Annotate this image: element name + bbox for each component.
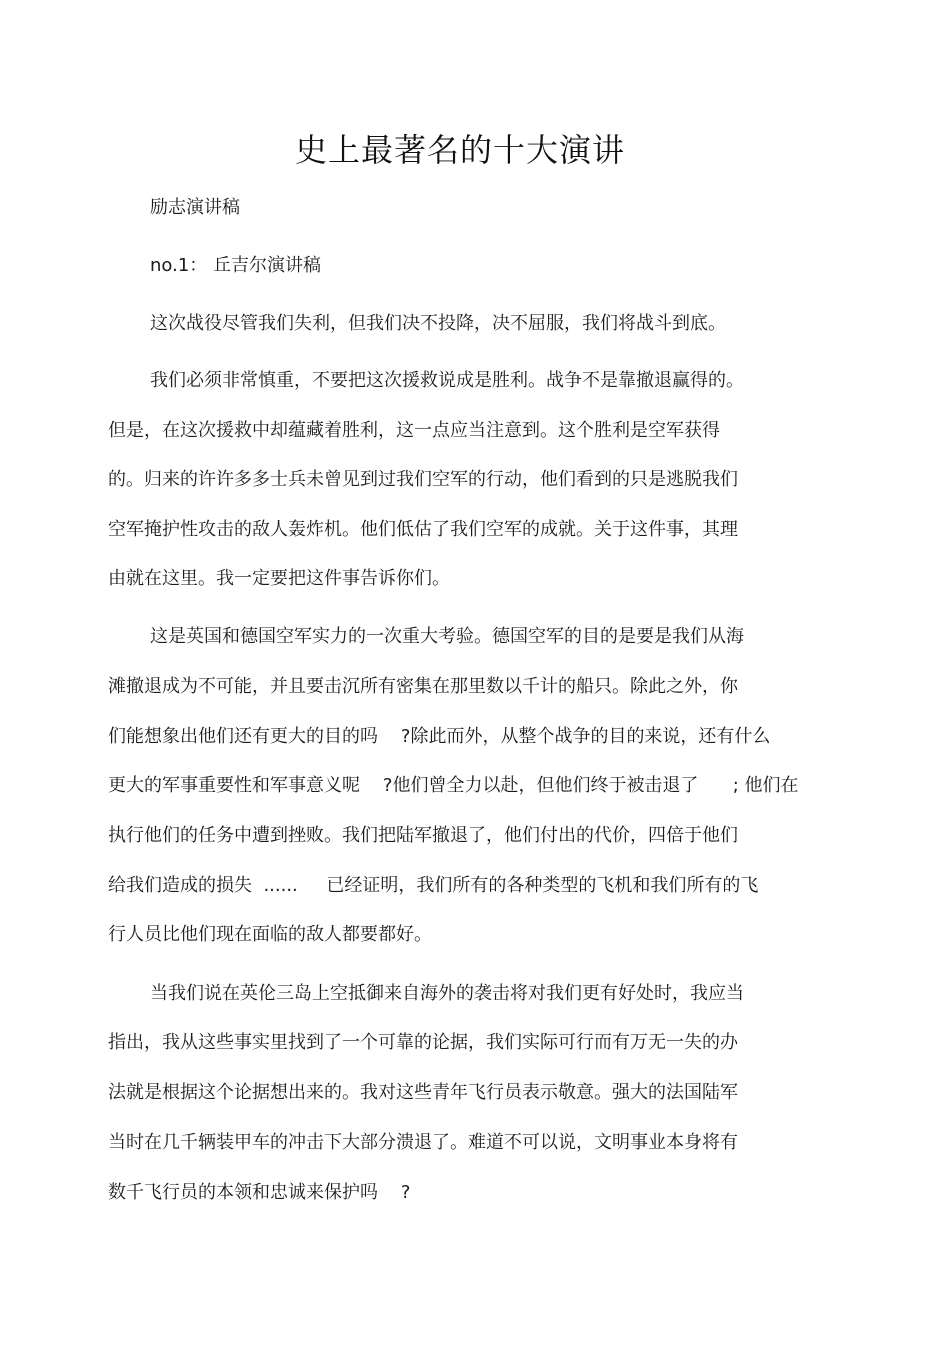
- text-line: 当时在几千辆装甲车的冲击下大部分溃退了。难道不可以说，文明事业本身将有: [108, 1132, 738, 1153]
- text-line: 空军掩护性攻击的敌人轰炸机。他们低估了我们空军的成就。关于这件事，其理: [108, 519, 738, 540]
- text-line: 我们必须非常慎重，不要把这次援救说成是胜利。战争不是靠撤退赢得的。: [150, 370, 744, 391]
- text-line: 指出，我从这些事实里找到了一个可靠的论据，我们实际可行而有万无一失的办: [108, 1032, 738, 1053]
- document-title: 史上最著名的十大演讲: [294, 131, 625, 169]
- category-label: 励志演讲稿: [150, 197, 240, 218]
- text-line: 数千飞行员的本领和忠诚来保护吗 ?: [108, 1182, 411, 1203]
- section-heading: no.1： 丘吉尔演讲稿: [150, 255, 321, 276]
- text-line: 法就是根据这个论据想出来的。我对这些青年飞行员表示敬意。强大的法国陆军: [108, 1082, 738, 1103]
- text-line: 更大的军事重要性和军事意义呢 ?他们曾全力以赴，但他们终于被击退了 ; 他们在: [108, 775, 799, 796]
- text-line: 行人员比他们现在面临的敌人都要都好。: [108, 924, 432, 945]
- text-line: 们能想象出他们还有更大的目的吗 ?除此而外，从整个战争的目的来说，还有什么: [108, 726, 771, 747]
- text-line: 执行他们的任务中遭到挫败。我们把陆军撤退了，他们付出的代价，四倍于他们: [108, 825, 738, 846]
- text-line: 滩撤退成为不可能，并且要击沉所有密集在那里数以千计的船只。除此之外，你: [108, 676, 738, 697]
- text-line: 给我们造成的损失 ...... 已经证明，我们所有的各种类型的飞机和我们所有的飞: [108, 875, 759, 896]
- text-line: 由就在这里。我一定要把这件事告诉你们。: [108, 568, 450, 589]
- text-line: 但是，在这次援救中却蕴藏着胜利，这一点应当注意到。这个胜利是空军获得: [108, 420, 720, 441]
- text-line: 这次战役尽管我们失利，但我们决不投降，决不屈服，我们将战斗到底。: [150, 313, 726, 334]
- text-line: 这是英国和德国空军实力的一次重大考验。德国空军的目的是要是我们从海: [150, 626, 744, 647]
- text-line: 当我们说在英伦三岛上空抵御来自海外的袭击将对我们更有好处时，我应当: [150, 983, 744, 1004]
- text-line: 的。归来的许许多多士兵未曾见到过我们空军的行动，他们看到的只是逃脱我们: [108, 469, 738, 490]
